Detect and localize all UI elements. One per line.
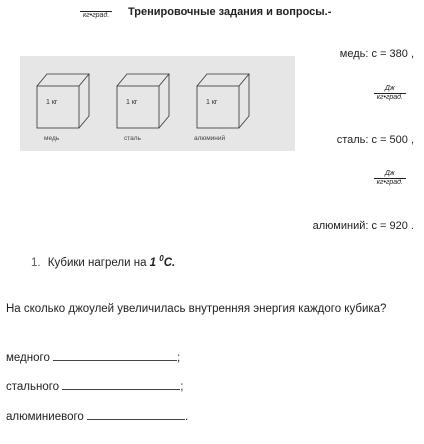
cube-copper	[37, 74, 89, 128]
header-unit-fraction: кг•град.	[80, 4, 112, 22]
answer-copper-end: ;	[177, 352, 181, 364]
task-temperature-degree: 0	[159, 254, 164, 263]
cubes-illustration	[20, 56, 295, 151]
cube-steel-caption: сталь	[124, 135, 141, 142]
answer-aluminum	[6, 408, 188, 423]
task-text: Кубики нагрели на	[47, 256, 147, 269]
aluminum-specific-heat: алюминий: с = 920 .	[312, 220, 414, 232]
answer-copper	[6, 349, 180, 364]
page-title: Тренировочные задания и вопросы.-	[128, 6, 332, 18]
task-temperature-unit: C.	[163, 256, 176, 269]
cube-aluminum-caption: алюминий	[194, 135, 226, 142]
steel-specific-heat: сталь: с = 500 ,	[336, 134, 414, 146]
cube-aluminum-mass: 1 кг	[206, 99, 218, 106]
answer-steel-label: стального	[6, 381, 60, 393]
answer-steel-end: ;	[180, 381, 184, 393]
answer-aluminum-blank[interactable]	[87, 408, 185, 420]
cube-copper-mass: 1 кг	[46, 99, 58, 106]
answer-aluminum-end: .	[185, 411, 189, 423]
cubes-drawing	[20, 56, 295, 151]
task-1	[31, 254, 175, 269]
answer-steel-blank[interactable]	[62, 378, 180, 390]
cube-aluminum	[197, 74, 249, 128]
steel-unit-fraction: $\frac{Дж}{\text{кг•град.}}$	[374, 170, 406, 189]
copper-unit-fraction: $\frac{Дж}{\text{кг•град.}}$	[374, 85, 406, 104]
cube-steel-mass: 1 кг	[126, 99, 138, 106]
cube-steel	[117, 74, 169, 128]
answer-steel	[6, 378, 183, 393]
copper-specific-heat: медь: с = 380 ,	[339, 48, 414, 60]
task-number: 1.	[31, 256, 41, 269]
answer-copper-label: медного	[6, 352, 50, 364]
cube-copper-caption: медь	[44, 135, 60, 142]
answer-aluminum-label: алюминиевого	[6, 411, 84, 423]
task-temperature-value: 1	[149, 256, 157, 269]
question-text: На сколько джоулей увеличилась внутренняя энергия каждого кубика?	[6, 303, 387, 315]
answer-copper-blank[interactable]	[53, 349, 177, 361]
